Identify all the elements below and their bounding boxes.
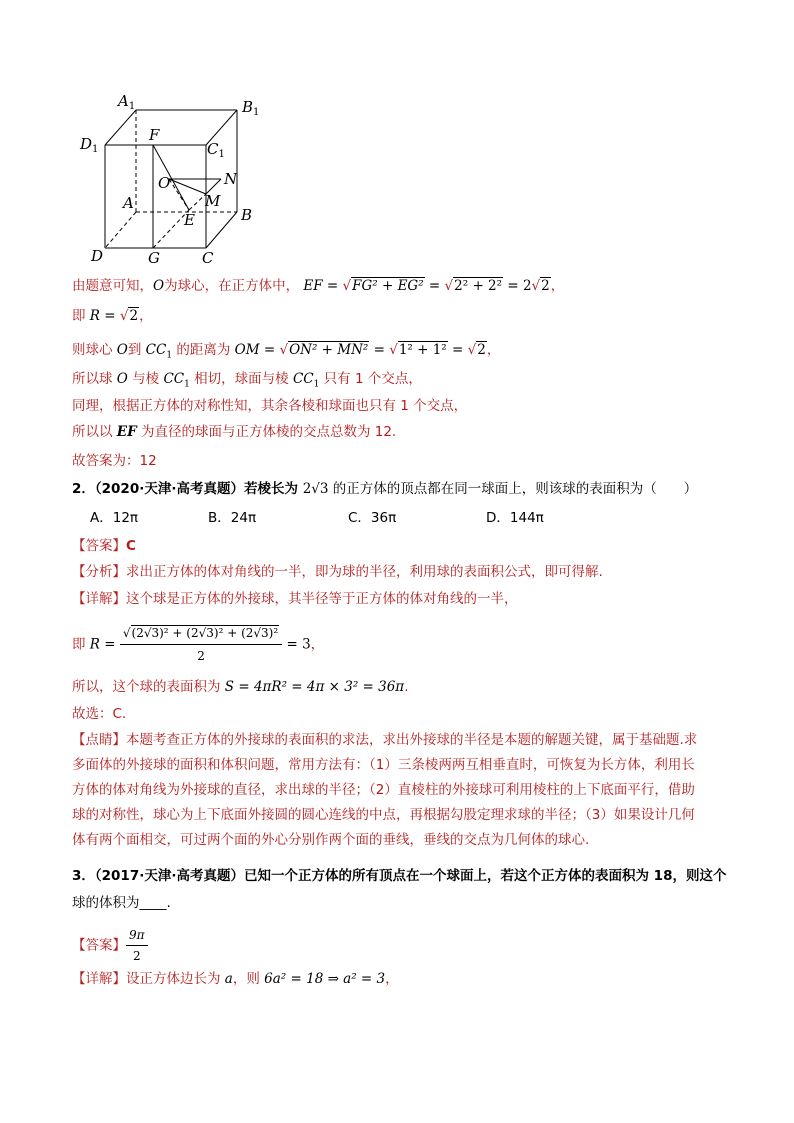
label-N: N	[224, 170, 238, 188]
label-A: A	[123, 194, 134, 212]
label-A1: A	[118, 92, 129, 110]
q3-detail: 【详解】设正方体边长为 a，则 6a² = 18 ⇒ a² = 3，	[72, 971, 399, 987]
label-B: B	[241, 206, 253, 224]
sol1-line5: 同理，根据正方体的对称性知，其余各棱和球面也只有 1 个交点，	[72, 398, 468, 414]
svg-text:A1: $A_1$	[118, 92, 136, 112]
label-F: F	[149, 126, 160, 144]
q2-option-d: D．144π	[486, 510, 544, 526]
q2-answer: 【答案】C	[72, 538, 136, 554]
cube-figure	[78, 90, 278, 270]
q3-stem-2: 球的体积为____.	[72, 895, 171, 911]
sol1-line6: 所以以 EF 为直径的球面与正方体棱的交点总数为 12.	[72, 424, 397, 440]
svg-text:C1: $C_1$	[207, 140, 225, 160]
q2-surface: 所以，这个球的表面积为 S = 4πR² = 4π × 3² = 36π.	[72, 679, 409, 695]
q2-option-c: C．36π	[348, 510, 397, 526]
q2-pick: 故选：C.	[72, 706, 127, 722]
q3-answer: 【答案】 $\frac{9\pi}{2}$	[72, 925, 148, 966]
q2-option-a: A．12π	[90, 510, 139, 526]
sol1-line3: 则球心 O到 $CC_1$ 的距离为 OM = √ON² + MN² = √1² + 1² = √2，	[72, 342, 501, 361]
sol1-answer: 故答案为：12	[72, 453, 157, 469]
svg-text:B1: $B_1$	[242, 98, 260, 118]
label-O: O	[158, 174, 171, 192]
label-D: D	[91, 247, 104, 265]
q2-detail: 【详解】这个球是正方体的外接球，其半径等于正方体的体对角线的一半，	[72, 591, 518, 607]
q2-radius: 即 R = $\frac{\text{√(2√3)² + (2√3)² + (2√3)²}}{2}$ = 3，	[72, 622, 324, 667]
label-M: M	[205, 192, 221, 210]
q3-stem: 3．（2017·天津·高考真题）已知一个正方体的所有顶点在一个球面上，若这个正方体的表面积为 18，则这个	[72, 868, 727, 884]
label-C1: C	[207, 140, 219, 158]
label-D1: D	[80, 135, 93, 153]
label-C: C	[202, 249, 214, 267]
q2-analysis: 【分析】求出正方体的体对角线的一半，即为球的半径，利用球的表面积公式，即可得解.	[72, 564, 603, 580]
label-B1: B	[242, 98, 254, 116]
q2-option-b: B．24π	[208, 510, 257, 526]
svg-text:D1: $D_1$	[80, 135, 99, 155]
sol1-line2: 即 R = √2，	[72, 308, 153, 324]
sol1-line4: 所以球 O 与棱 $CC_1$ 相切，球面与棱 $CC_1$ 只有 1 个交点，	[72, 371, 422, 390]
label-E: E	[184, 211, 195, 229]
q2-remark: 【点睛】本题考查正方体的外接球的表面积的求法，求出外接球的半径是本题的解题关键，属于基础题.求 多面体的外接球的面积和体积问题，常用方法有：（1）三条棱两两互相垂直时，可恢复为长方体，利用长 方体的体对角线为外接球的直径，求出球的半径；（2）直棱柱的外接球可利用棱柱的上下底面平行，借助 球的对称性，球心为上下底面外接圆的圆心连线的中点，再根据勾股定理求球的半径；（3）如果设计几何 体有两个面相交，可过两个面的外心分别作两个面的垂线，垂线的交点为几何体的球心.	[72, 732, 698, 848]
sol1-line1: 由题意可知，O为球心，在正方体中， EF = √FG² + EG² = √2² + 2² = 2√2，	[72, 278, 565, 294]
q2-stem: 2．（2020·天津·高考真题）若棱长为 2√3 的正方体的顶点都在同一球面上，则该球的表面积为（ ）	[72, 481, 698, 497]
label-G: G	[148, 249, 160, 267]
